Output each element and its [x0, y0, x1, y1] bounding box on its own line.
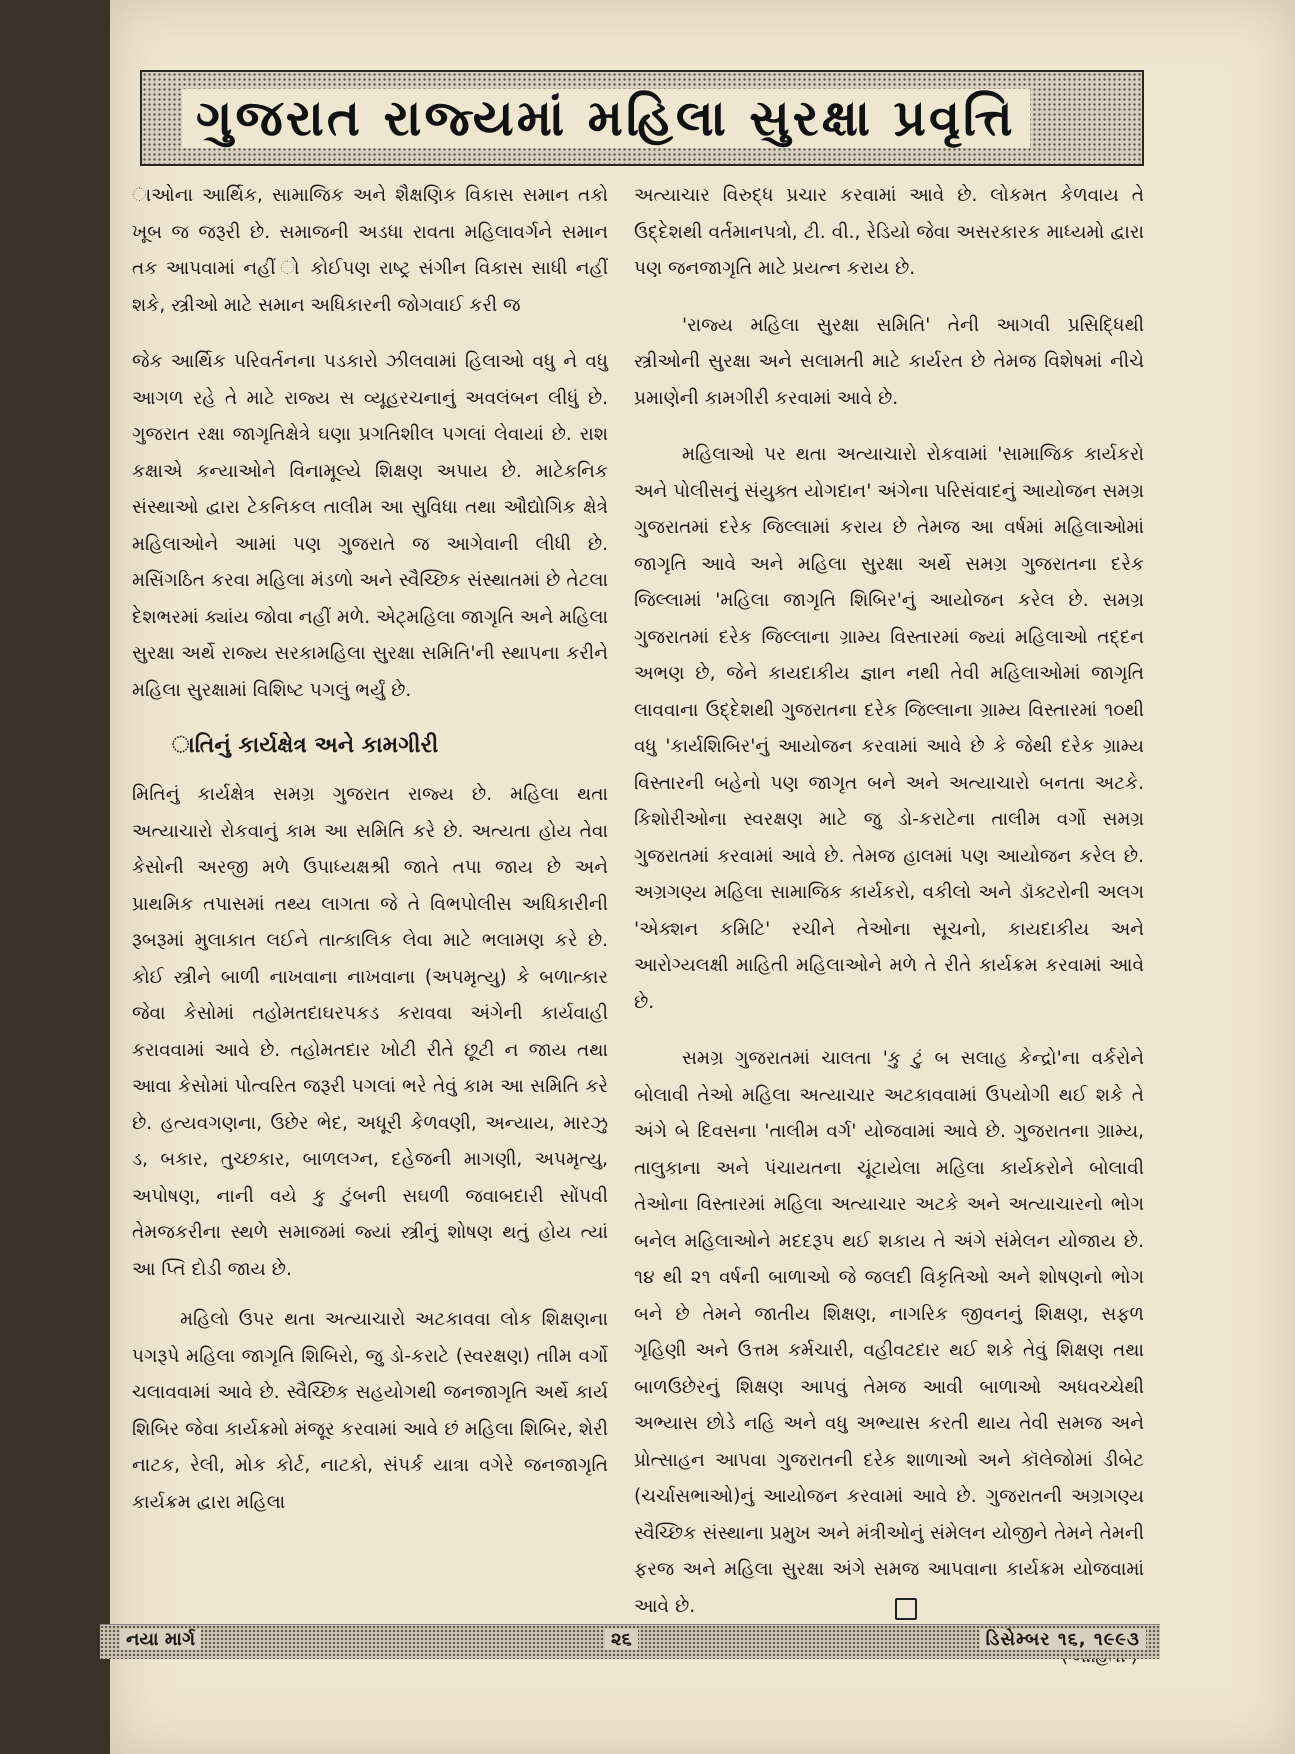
issue-date: ડિસેમ્બર ૧૬, ૧૯૯૩: [980, 1629, 1146, 1650]
left-paragraph-1: ાઓના આર્થિક, સામાજિક અને શૈક્ષણિક વિકાસ સમાન તકો ખૂબ જ જરૂરી છે. સમાજની અડધા રાવતા મહિલાવર્ગને સમાન તક આપવામાં નહીં ો કોઈપણ રાષ્ટ્ર સંગીન વિકાસ સાધી નહીં શકે, સ્ત્રીઓ માટે સમાન અધિકારની જોગવાઈ કરી જ: [132, 185, 608, 316]
section-heading: ાતિનું કાર્યક્ષેત્ર અને કામગીરી: [172, 733, 439, 758]
magazine-name: નયા માર્ગ: [120, 1629, 201, 1650]
left-column: [132, 178, 608, 1541]
right-paragraph-3: મહિલાઓ પર થતા અત્યાચારો રોકવામાં 'સામાજિક કાર્યકરો અને પોલીસનું સંયુક્ત યોગદાન' અંગેના પરિસંવાદનું આયોજન સમગ્ર ગુજરાતમાં દરેક જિલ્લામાં કરાય છે તેમજ આ વર્ષમાં મહિલાઓમાં જાગૃતિ આવે અને મહિલા સુરક્ષા અર્થે સમગ્ર ગુજરાતના દરેક જિલ્લામાં 'મહિલા જાગૃતિ શિબિર'નું આયોજન કરેલ છે. સમગ્ર ગુજરાતમાં દરેક જિલ્લાના ગ્રામ્ય વિસ્તારમાં જ્યાં મહિલાઓ તદ્દન અભણ છે, જેને કાયદાકીય જ્ઞાન નથી તેવી મહિલાઓમાં જાગૃતિ લાવવાના ઉદ્દેશથી ગુજરાતના દરેક જિલ્લાના ગ્રામ્ય વિસ્તારમાં ૧૦થી વધુ 'કાર્યશિબિર'નું આયોજન કરવામાં આવે છે કે જેથી દરેક ગ્રામ્ય વિસ્તારની બહેનો પણ જાગૃત બને અને અત્યાચારો બનતા અટકે. કિશોરીઓના સ્વરક્ષણ માટે જુ ડો-કરાટેના તાલીમ વર્ગો સમગ્ર ગુજરાતમાં કરવામાં આવે છે. તેમજ હાલમાં પણ આયોજન કરેલ છે. અગ્રગણ્ય મહિલા સામાજિક કાર્યકરો, વકીલો અને ડૉક્ટરોની અલગ 'એક્શન કમિટિ' રચીને તેઓના સૂચનો, કાયદાકીય અને આરોગ્યલક્ષી માહિતી મહિલાઓને મળે તે રીતે કાર્યક્રમ કરવામાં આવે છે.: [634, 444, 1144, 1013]
right-paragraph-4: સમગ્ર ગુજરાતમાં ચાલતા 'કુ ટું બ સલાહ કેન્દ્રો'ના વર્કરોને બોલાવી તેઓ મહિલા અત્યાચાર અટકાવવામાં ઉપયોગી થઈ શકે તે અંગે બે દિવસના 'તાલીમ વર્ગ' યોજવામાં આવે છે. ગુજરાતના ગ્રામ્ય, તાલુકાના અને પંચાયતના ચૂંટાયેલા મહિલા કાર્યકરોને બોલાવી તેઓના વિસ્તારમાં મહિલા અત્યાચાર અટકે અને અત્યાચારનો ભોગ બનેલ મહિલાઓને મદદરૂપ થઈ શકાય તે અંગે સંમેલન યોજાય છે. ૧૪ થી ૨૧ વર્ષની બાળાઓ જે જલદી વિકૃતિઓ અને શોષણનો ભોગ બને છે તેમને જાતીય શિક્ષણ, નાગરિક જીવનનું શિક્ષણ, સફળ ગૃહિણી અને ઉત્તમ કર્મચારી, વહીવટદાર થઈ શકે તેવું શિક્ષણ તથા બાળઉછેરનું શિક્ષણ આપવું તેમજ આવી બાળાઓ અધવચ્ચેથી અભ્યાસ છોડે નહિ અને વધુ અભ્યાસ કરતી થાય તેવી સમજ અને પ્રોત્સાહન આપવા ગુજરાતની દરેક શાળાઓ અને કૉલેજોમાં ડીબેટ (ચર્ચાસભાઓ)નું આયોજન કરવામાં આવે છે. ગુજરાતની અગ્રગણ્ય સ્વૈચ્છિક સંસ્થાના પ્રમુખ અને મંત્રીઓનું સંમેલન યોજીને તેમને તેમની ફરજ અને મહિલા સુરક્ષા અંગે સમજ આપવાના કાર્યક્રમ યોજવામાં આવે છે.: [634, 1048, 1144, 1617]
right-paragraph-2: 'રાજ્ય મહિલા સુરક્ષા સમિતિ' તેની આગવી પ્રસિદ્ધિથી સ્ત્રીઓની સુરક્ષા અને સલામતી માટે કાર્યરત છે તેમજ વિશેષમાં નીચે પ્રમાણેની કામગીરી કરવામાં આવે છે.: [634, 314, 1144, 409]
end-mark-icon: [895, 1598, 917, 1620]
left-paragraph-2: જેક આર્થિક પરિવર્તનના પડકારો ઝીલવામાં હિલાઓ વધુ ને વધુ આગળ રહે તે માટે રાજ્ય સ વ્યૂહરચનાનું અવલંબન લીધું છે. ગુજરાત રક્ષા જાગૃતિક્ષેત્રે ઘણા પ્રગતિશીલ પગલાં લેવાયાં છે. રાશ કક્ષાએ કન્યાઓને વિનામૂલ્યે શિક્ષણ અપાય છે. માટેકનિક સંસ્થાઓ દ્વારા ટેકનિકલ તાલીમ આ સુવિધા તથા ઔદ્યોગિક ક્ષેત્રે મહિલાઓને આમાં પણ ગુજરાતે જ આગેવાની લીધી છે. મસિંગઠિત કરવા મહિલા મંડળો અને સ્વૈચ્છિક સંસ્થાતમાં છે તેટલા દેશભરમાં ક્યાંય જોવા નહીં મળે. એટ્મહિલા જાગૃતિ અને મહિલા સુરક્ષા અર્થે રાજ્ય સરકામહિલા સુરક્ષા સમિતિ'ની સ્થાપના કરીને મહિલા સુરક્ષામાં વિશિષ્ટ પગલું ભર્યું છે.: [132, 351, 608, 701]
right-column: [634, 178, 1144, 1676]
page-number: ૨૬: [605, 1629, 638, 1650]
page-footer: [100, 1624, 1160, 1659]
left-paragraph-3: મિતિનું કાર્યક્ષેત્ર સમગ્ર ગુજરાત રાજ્ય છે. મહિલા થતા અત્યાચારો રોકવાનું કામ આ સમિતિ કરે છે. અત્યતા હોય તેવા કેસોની અરજી મળે ઉપાધ્યક્ષશ્રી જાતે તપા જાય છે અને પ્રાથમિક તપાસમાં તથ્ય લાગતા જે તે વિભપોલીસ અધિકારીની રૂબરૂમાં મુલાકાત લઈને તાત્કાલિક લેવા માટે ભલામણ કરે છે. કોઈ સ્ત્રીને બાળી નાખવાના નાખવાના (અપમૃત્યુ) કે બળાત્કાર જેવા કેસોમાં તહોમતદાઘરપકડ કરાવવા અંગેની કાર્યવાહી કરાવવામાં આવે છે. તહોમતદાર ખોટી રીતે છૂટી ન જાય તથા આવા કેસોમાં પોત્વરિત જરૂરી પગલાં ભરે તેવું કામ આ સમિતિ કરે છે. હત્યવગણના, ઉછેર ભેદ, અધૂરી કેળવણી, અન્યાય, મારઝુ ડ, બકાર, તુચ્છકાર, બાળલગ્ન, દહેજની માગણી, અપમૃત્યુ, અપોષણ, નાની વયે કુ ટુંબની સઘળી જવાબદારી સોંપવી તેમજકરીના સ્થળે સમાજમાં જ્યાં સ્ત્રીનું શોષણ થતું હોય ત્યાં આ પ્તિ દોડી જાય છે.: [132, 784, 608, 1280]
title-banner: [140, 70, 1144, 166]
magazine-page: [110, 0, 1295, 1754]
right-paragraph-1: અત્યાચાર વિરુદ્ધ પ્રચાર કરવામાં આવે છે. લોકમત કેળવાય તે ઉદ્દેશથી વર્તમાનપત્રો, ટી. વી., રેડિયો જેવા અસરકારક માધ્યમો દ્વારા પણ જનજાગૃતિ માટે પ્રયત્ન કરાય છે.: [634, 185, 1144, 279]
page-title: ગુજરાત રાજ્યમાં મહિલા સુરક્ષા પ્રવૃત્તિ: [182, 89, 1030, 148]
left-paragraph-4: મહિલો ઉપર થતા અત્યાચારો અટકાવવા લોક શિક્ષણના પગરૂપે મહિલા જાગૃતિ શિબિરો, જુ ડો-કરાટે (સ્વરક્ષણ) તાીમ વર્ગો ચલાવવામાં આવે છે. સ્વૈચ્છિક સહયોગથી જનજાગૃતિ અર્થે કાર્ય શિબિર જેવા કાર્યક્રમો મંજૂર કરવામાં આવે છં મહિલા શિબિર, શેરી નાટક, રેલી, મોક કોર્ટ, નાટકો, સંપર્ક યાત્રા વગેરે જનજાગૃતિ કાર્યક્રમ દ્વારા મહિલા: [132, 1309, 608, 1513]
